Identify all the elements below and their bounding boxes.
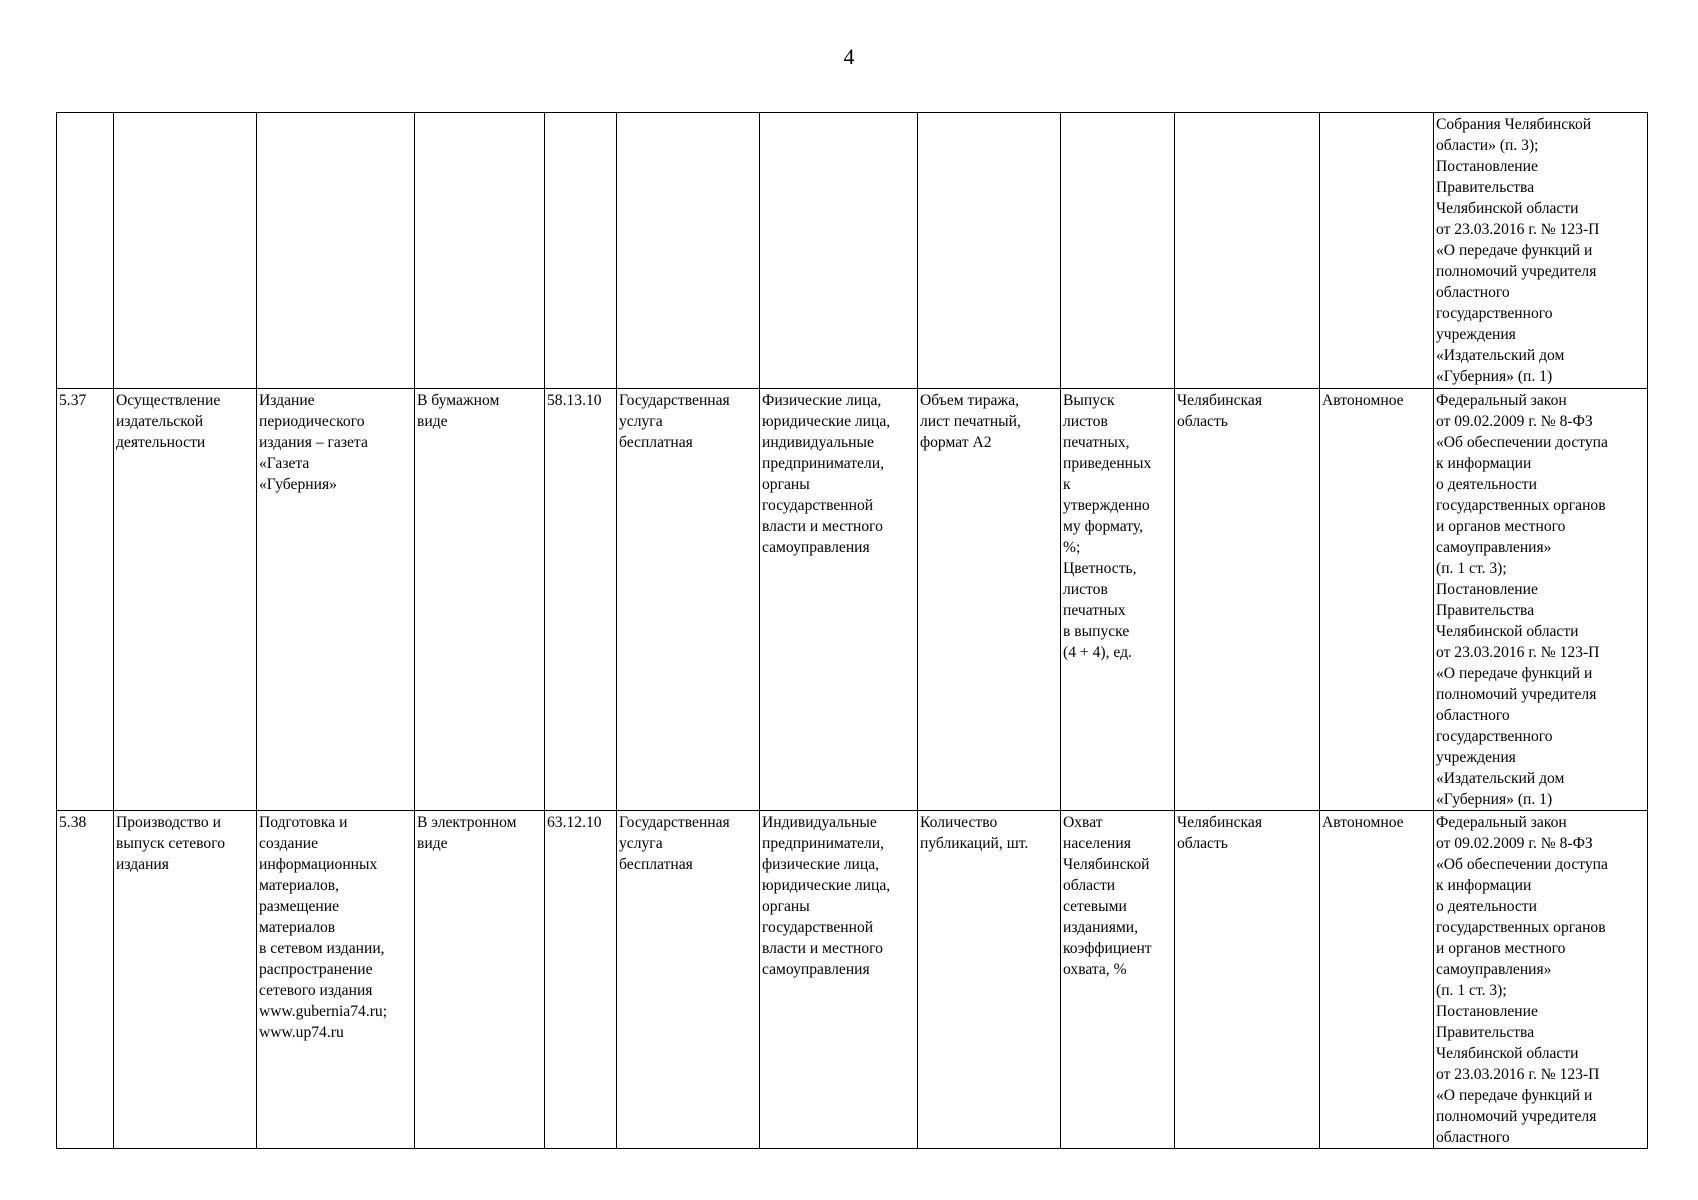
cell-quality-indicator: Выпуск листов печатных, приведенных к утвержденно му формату, %; Цветность, листов печатных в выпуске (4 + 4), ед.: [1061, 389, 1175, 811]
cell-consumers: [760, 113, 918, 389]
cell-number: [57, 113, 114, 389]
cell-content: Подготовка и создание информационных материалов, размещение материалов в сетевом издании, распространение сетевого издания www.gubernia74.ru; www.up74.ru: [257, 811, 415, 1149]
cell-type: Государственная услуга бесплатная: [617, 389, 760, 811]
cell-volume-indicator: Объем тиража, лист печатный, формат А2: [918, 389, 1061, 811]
cell-consumers: Физические лица, юридические лица, индивидуальные предприниматели, органы государственной власти и местного самоуправления: [760, 389, 918, 811]
cell-content: Издание периодического издания – газета «Газета «Губерния»: [257, 389, 415, 811]
cell-legal-basis: Федеральный закон от 09.02.2009 г. № 8-ФЗ «Об обеспечении доступа к информации о деятельности государственных органов и органов местного самоуправления» (п. 1 ст. 3); Постановление Правительства Челябинской области от 23.03.2016 г. № 123-П «О передаче функций и полномочий учредителя областного: [1434, 811, 1648, 1149]
cell-activity: Осуществление издательской деятельности: [114, 389, 257, 811]
cell-volume-indicator: [918, 113, 1061, 389]
cell-type: Государственная услуга бесплатная: [617, 811, 760, 1149]
cell-region: [1175, 113, 1320, 389]
table-row: [57, 811, 1648, 1149]
cell-activity: Производство и выпуск сетевого издания: [114, 811, 257, 1149]
cell-code: [545, 113, 617, 389]
cell-region: Челябинская область: [1175, 389, 1320, 811]
cell-form: В электронном виде: [415, 811, 545, 1149]
cell-legal-basis: Собрания Челябинской области» (п. 3); Постановление Правительства Челябинской области от 23.03.2016 г. № 123-П «О передаче функций и полномочий учредителя областного государственного учреждения «Издательский дом «Губерния» (п. 1): [1434, 113, 1648, 389]
cell-code: 58.13.10: [545, 389, 617, 811]
cell-institution-type: Автономное: [1320, 389, 1434, 811]
cell-form: [415, 113, 545, 389]
cell-consumers: Индивидуальные предприниматели, физические лица, юридические лица, органы государственной власти и местного самоуправления: [760, 811, 918, 1149]
cell-region: Челябинская область: [1175, 811, 1320, 1149]
cell-volume-indicator: Количество публикаций, шт.: [918, 811, 1061, 1149]
table-row: [57, 389, 1648, 811]
page-number: 4: [843, 44, 855, 69]
cell-form: В бумажном виде: [415, 389, 545, 811]
cell-quality-indicator: Охват населения Челябинской области сетевыми изданиями, коэффициент охвата, %: [1061, 811, 1175, 1149]
cell-institution-type: [1320, 113, 1434, 389]
cell-institution-type: Автономное: [1320, 811, 1434, 1149]
cell-code: 63.12.10: [545, 811, 617, 1149]
cell-content: [257, 113, 415, 389]
cell-legal-basis: Федеральный закон от 09.02.2009 г. № 8-ФЗ «Об обеспечении доступа к информации о деятельности государственных органов и органов местного самоуправления» (п. 1 ст. 3); Постановление Правительства Челябинской области от 23.03.2016 г. № 123-П «О передаче функций и полномочий учредителя областного государственного учреждения «Издательский дом «Губерния» (п. 1): [1434, 389, 1648, 811]
table-row: [57, 113, 1648, 389]
cell-quality-indicator: [1061, 113, 1175, 389]
cell-activity: [114, 113, 257, 389]
cell-type: [617, 113, 760, 389]
cell-number: 5.37: [57, 389, 114, 811]
services-table: [56, 112, 1648, 1149]
cell-number: 5.38: [57, 811, 114, 1149]
